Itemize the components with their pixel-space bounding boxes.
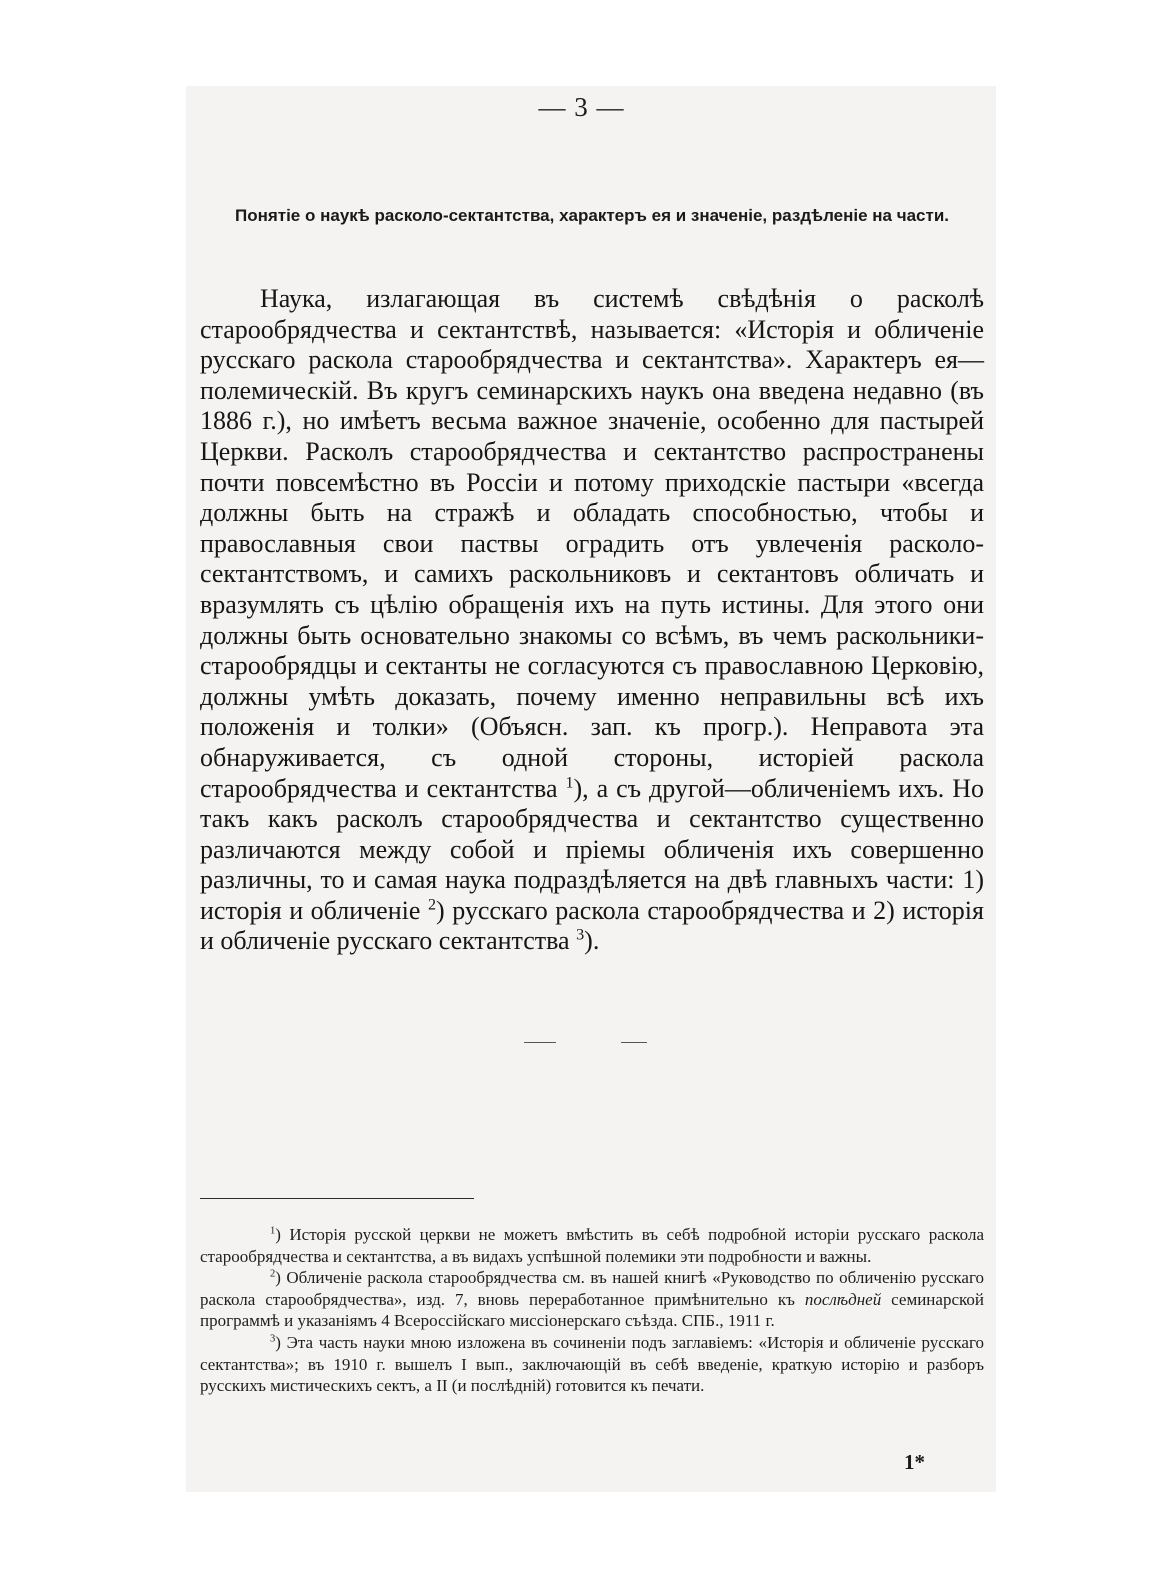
paragraph-part-4: ). (584, 926, 600, 956)
section-end-ornament-right (621, 1042, 647, 1043)
paragraph-part-3: ) русскаго раскола старообрядчества и 2) исторія и обличеніе русскаго сектантства (200, 895, 984, 956)
footnote-2-emphasis: послѣдней (804, 1289, 882, 1309)
chapter-heading: Понятіе о наукѣ расколо-сектантства, характеръ ея и значеніе, раздѣленіе на части. (234, 206, 950, 225)
signature-mark: 1* (904, 1450, 925, 1474)
footnote-3-mark: 3 (270, 1333, 276, 1345)
footnote-3-text: ) Эта часть науки мною изложена въ сочиненіи подъ заглавіемъ: «Исторія и обличеніе русскаго сектантства»; въ 1910 г. вышелъ I вып., заключающій въ себѣ введеніе, краткую исторію и разборъ русскихъ мистическихъ сектъ, а II (и послѣдній) готовится къ печати. (200, 1332, 984, 1396)
footnote-2-mark: 2 (270, 1268, 276, 1280)
footnote-2 (200, 1267, 984, 1332)
page-number-running-head: — 3 — (538, 92, 625, 122)
footnote-3 (200, 1332, 984, 1397)
footnotes (200, 1224, 984, 1397)
footnote-1 (200, 1224, 984, 1267)
footnote-2-text-after: семинарской программѣ и указаніямъ 4 Всероссійскаго миссіонерскаго съѣзда. СПБ., 1911 г. (200, 1289, 984, 1331)
paragraph-part-1: Наука, излагающая въ системѣ свѣдѣнія о расколѣ старообрядчества и сектантствѣ, называется: «Исторія и обличеніе русскаго раскола старообрядчества и сектантства». Характеръ ея—полемическій. Въ кругъ семинарскихъ наукъ она введена недавно (въ 1886 г.), но имѣетъ весьма важное значеніе, особенно для пастырей Церкви. Расколъ старообрядчества и сектантство распространены почти повсемѣстно въ Россіи и потому приходскіе пастыри «всегда должны быть на стражѣ и обладать способностью, чтобы и православныя свои паствы оградить отъ увлеченія расколо-сектантствомъ, и самихъ раскольниковъ и сектантовъ обличать и вразумлять съ цѣлію обращенія ихъ на путь истины. Для этого они должны быть основательно знакомы со всѣмъ, въ чемъ раскольники-старообрядцы и сектанты не согласуются съ православною Церковію, должны умѣть доказать, почему именно неправильны всѣ ихъ положенія и толки» (Объясн. зап. къ прогр.). Неправота эта обнаруживается, съ одной стороны, исторіей раскола старообрядчества и сектантства (200, 284, 984, 803)
footnote-ref-3[interactable]: 3 (576, 926, 585, 944)
footnote-ref-2[interactable]: 2 (427, 896, 436, 914)
footnote-ref-1[interactable]: 1 (565, 773, 574, 791)
footnote-1-mark: 1 (270, 1225, 276, 1237)
paragraph-part-2: ), а съ другой—обличеніемъ ихъ. Но такъ какъ расколъ старообрядчества и сектантство существенно различаются между собой и пріемы обличенія ихъ совершенно различны, то и самая наука подраздѣляется на двѣ главныхъ части: 1) исторія и обличеніе (200, 773, 985, 925)
footnote-1-text: ) Исторія русской церкви не можетъ вмѣстить въ себѣ подробной исторіи русскаго раскола старообрядчества и сектантства, а въ видахъ успѣшной полемики эти подробности и важны. (200, 1225, 984, 1266)
section-end-ornament-left (524, 1042, 556, 1043)
main-paragraph (200, 284, 984, 957)
footnote-separator-rule (200, 1198, 474, 1199)
footnote-2-text-before: ) Обличеніе раскола старообрядчества см. въ нашей книгѣ «Руководство по обличенію русскаго раскола старообрядчества», изд. 7, вновь переработанное примѣнительно къ (200, 1268, 984, 1309)
